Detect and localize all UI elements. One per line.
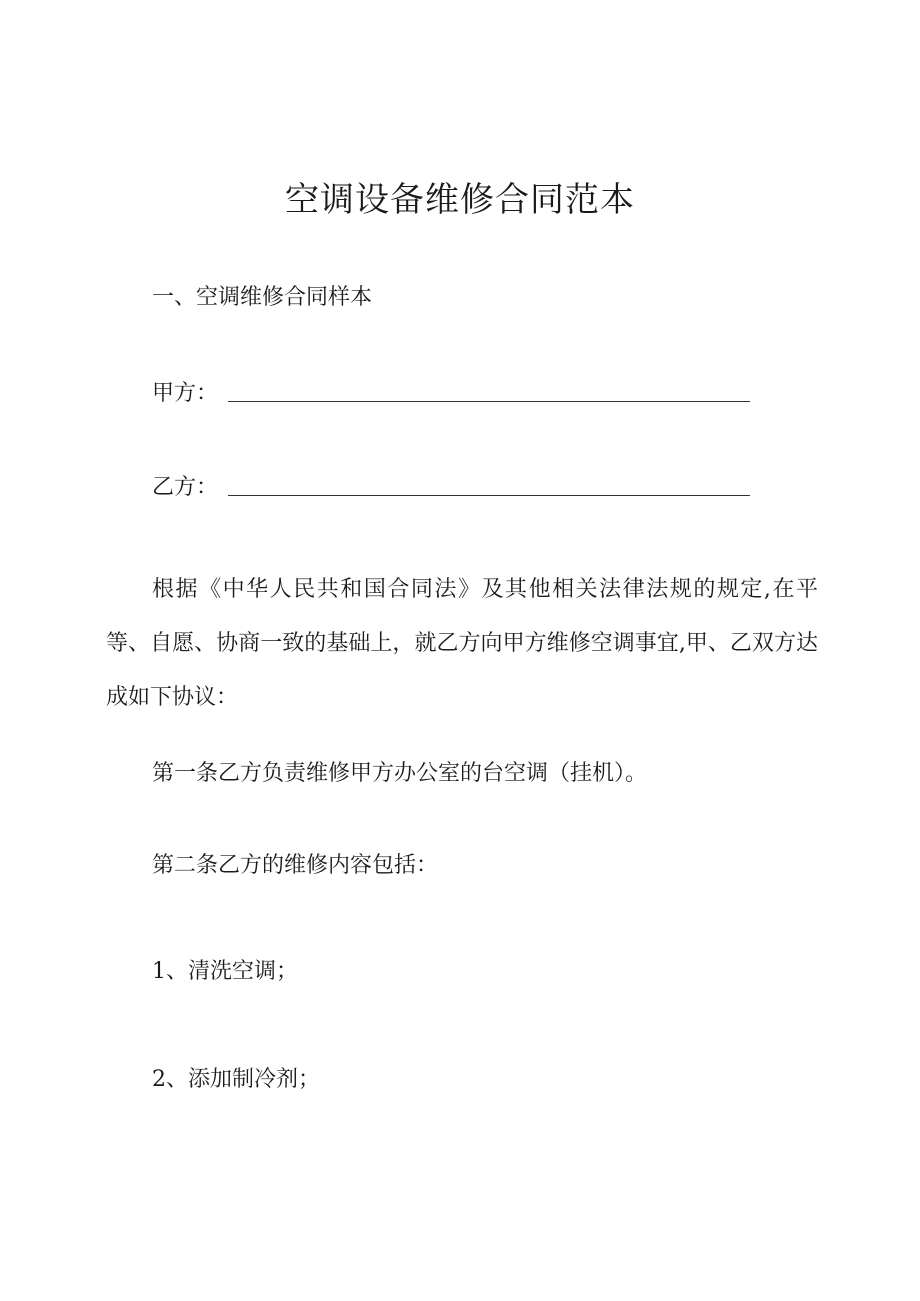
party-a-label: 甲方： bbox=[152, 381, 219, 406]
article-2: 第二条乙方的维修内容包括： bbox=[152, 853, 439, 878]
section-heading: 一、空调维修合同样本 bbox=[152, 285, 373, 310]
party-b-fill-line[interactable] bbox=[228, 495, 750, 496]
list-item: 2、添加制冷剂； bbox=[152, 1067, 320, 1092]
party-b-label: 乙方： bbox=[152, 475, 219, 500]
document-title: 空调设备维修合同范本 bbox=[285, 180, 635, 220]
party-a-fill-line[interactable] bbox=[228, 401, 750, 402]
list-item: 1、清洗空调； bbox=[152, 959, 298, 984]
preamble-paragraph: 根据《中华人民共和国合同法》及其他相关法律法规的规定,在平等、自愿、协商一致的基础上，就乙方向甲方维修空调事宜,甲、乙双方达成如下协议： bbox=[106, 577, 818, 710]
article-1: 第一条乙方负责维修甲方办公室的台空调（挂机）。 bbox=[152, 761, 648, 786]
